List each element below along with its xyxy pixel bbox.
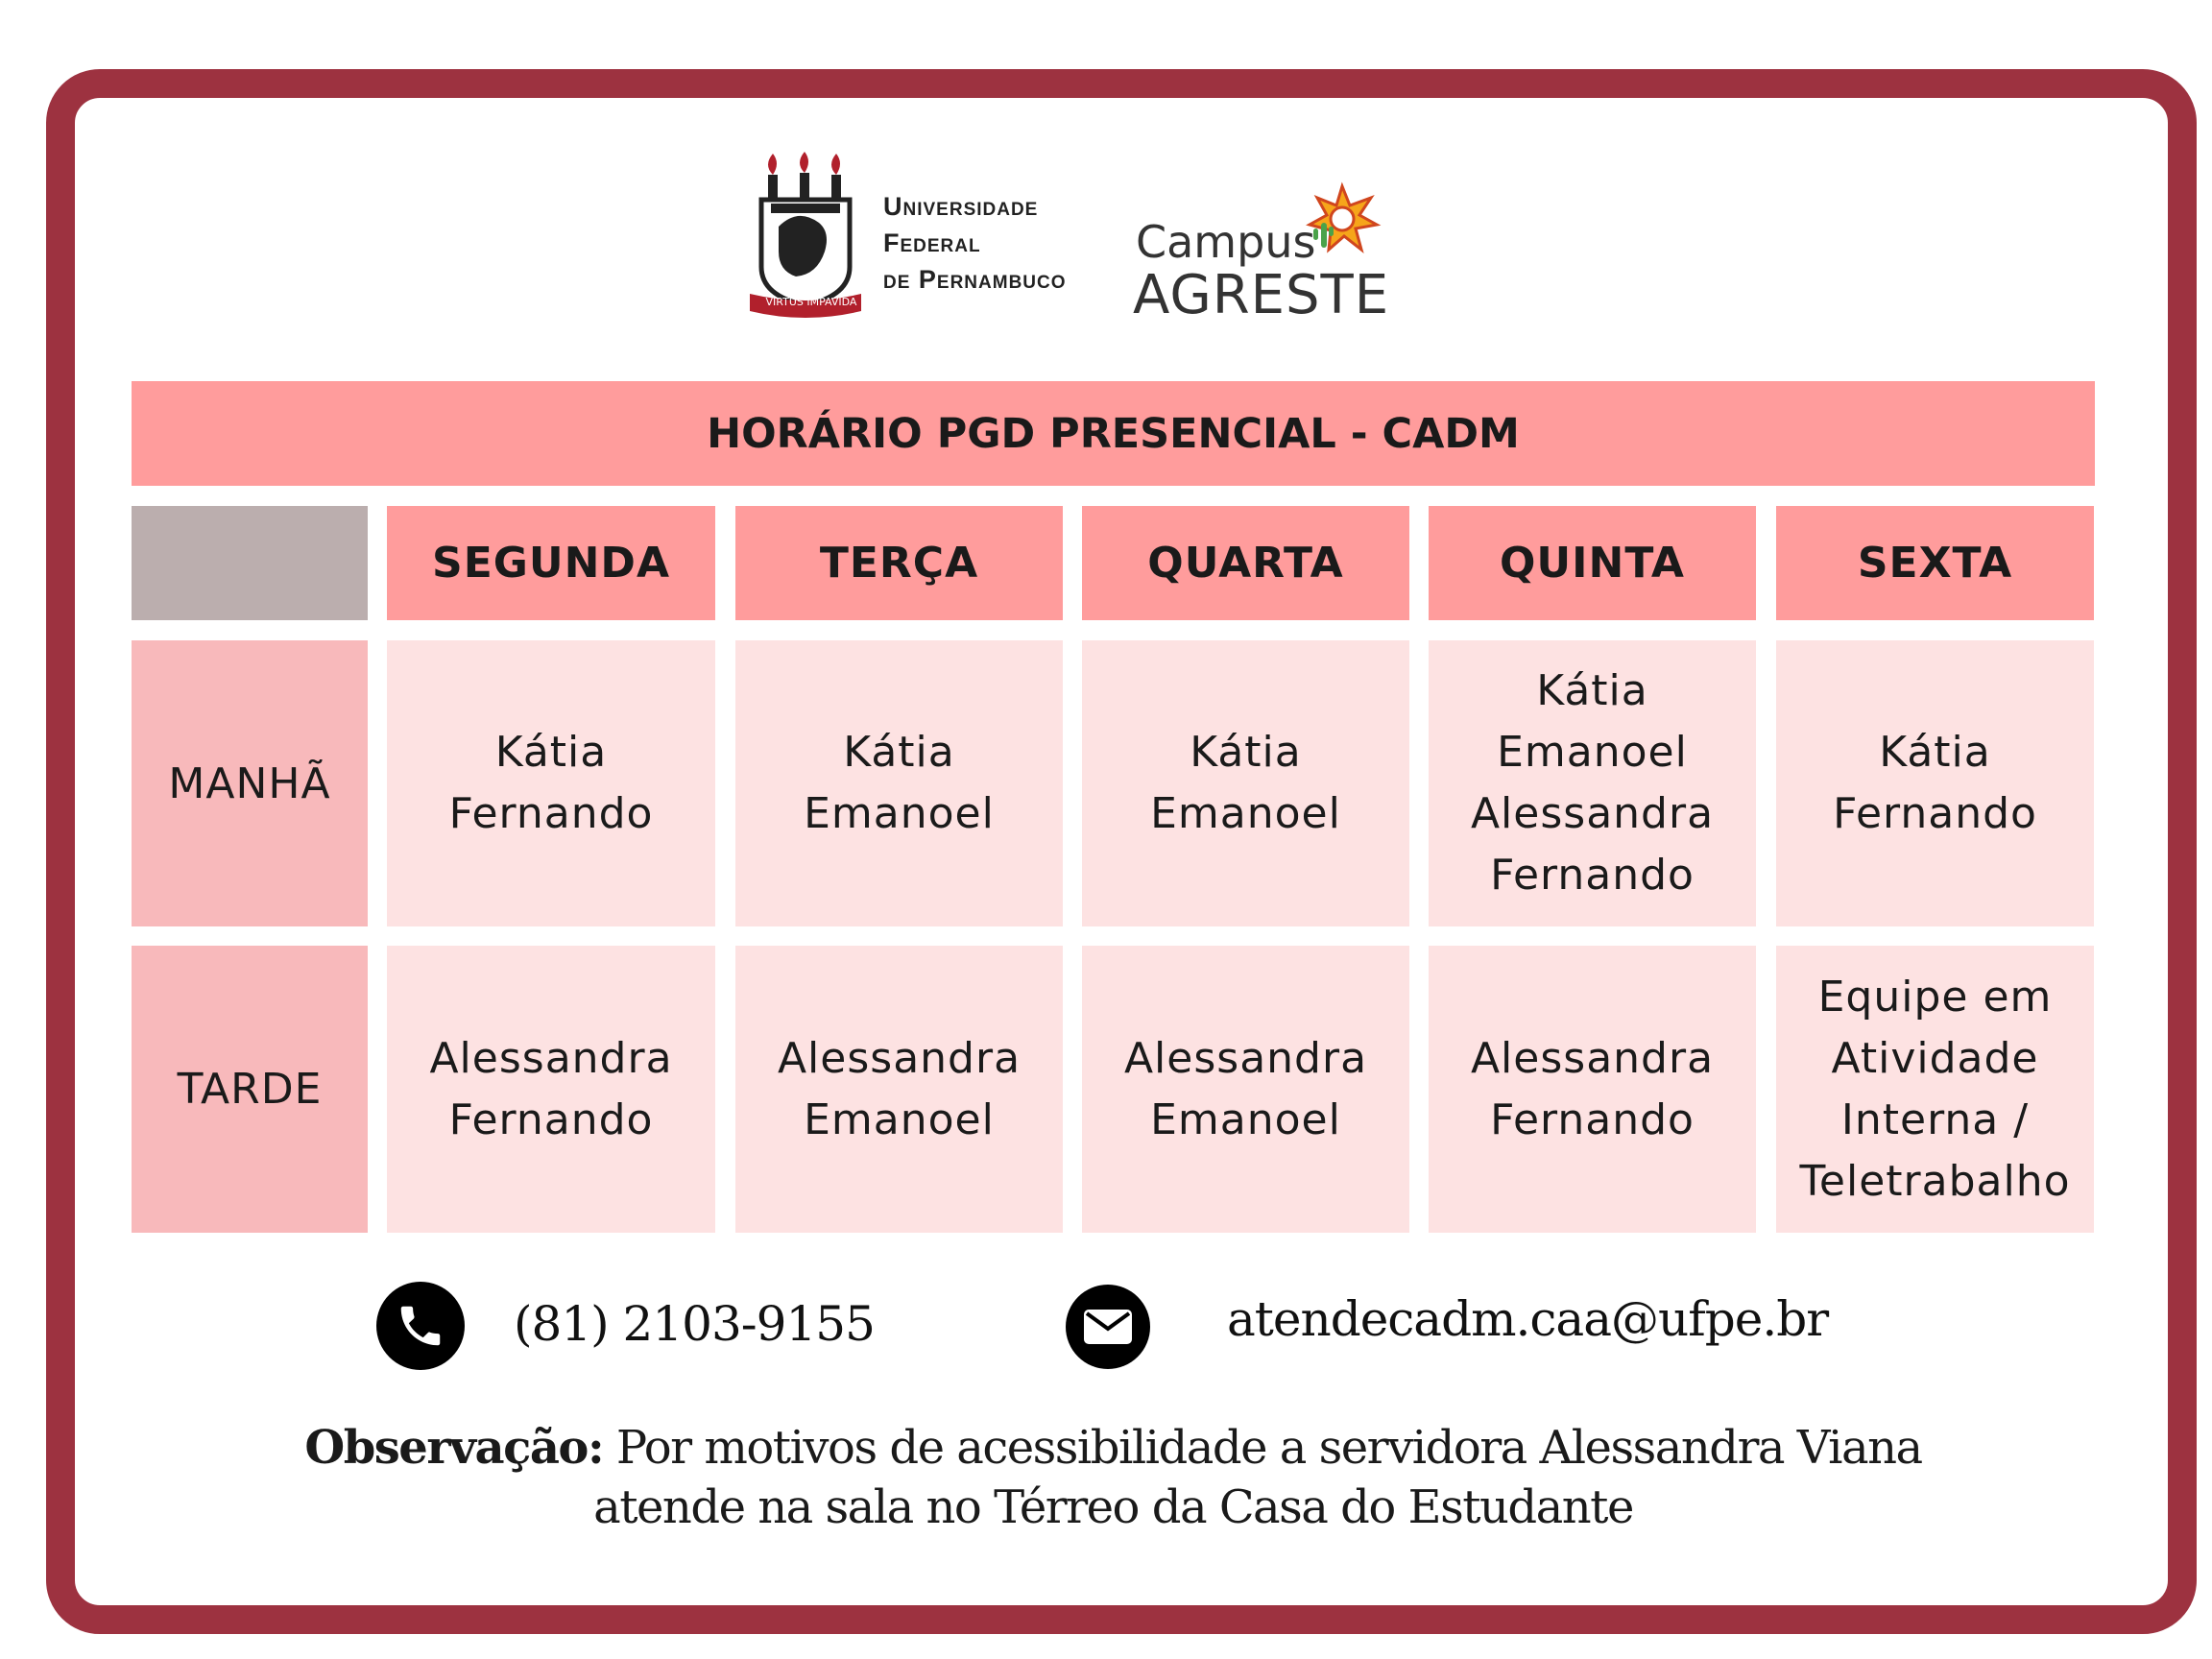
cell-name: Alessandra [429,1033,673,1083]
cell-name: Equipe em [1817,972,2053,1022]
table-corner-cell [132,506,368,620]
cell-name: Interna / [1840,1094,2030,1144]
ufpe-name-line2: Federal [883,228,981,257]
table-cell [387,640,715,926]
cell-name: Teletrabalho [1799,1156,2071,1206]
cell-name: Kátia [1879,728,1991,777]
cell-name: Kátia [1190,728,1302,777]
cell-name: Emanoel [1497,728,1688,777]
cell-name: Kátia [843,728,955,777]
column-header-segunda: SEGUNDA [387,506,715,620]
row-label-manha: MANHÃ [132,640,368,926]
envelope-icon [1066,1285,1150,1369]
column-header-quarta: QUARTA [1082,506,1409,620]
cell-name: Fernando [1833,789,2037,838]
column-header-quinta: QUINTA [1429,506,1756,620]
cell-name: Alessandra [777,1033,1022,1083]
cell-name: Alessandra [1123,1033,1368,1083]
ufpe-name-line1: Universidade [883,192,1039,221]
table-cell [1776,640,2094,926]
cell-name: Alessandra [1470,1033,1715,1083]
ufpe-name [883,188,1114,298]
cell-name: Emanoel [1150,789,1341,838]
agreste-word: AGRESTE [1133,264,1390,326]
cell-name: Kátia [1536,666,1648,715]
row-label-tarde: TARDE [132,946,368,1233]
cell-name: Alessandra [1470,789,1715,838]
column-header-terca: TERÇA [735,506,1063,620]
table-cell [735,946,1063,1233]
cell-name: Fernando [1490,1094,1695,1144]
campus-word: Campus [1136,216,1316,268]
cell-name: Atividade [1831,1033,2039,1083]
observation-label: Observação: [304,1421,604,1475]
table-cell [735,640,1063,926]
cell-name: Fernando [1490,851,1695,900]
observation-line1 [132,1418,2095,1478]
schedule-title: HORÁRIO PGD PRESENCIAL - CADM [132,381,2095,486]
table-cell [1082,946,1409,1233]
column-header-sexta: SEXTA [1776,506,2094,620]
phone-number[interactable]: (81) 2103-9155 [514,1296,875,1352]
table-cell [1082,640,1409,926]
cell-name: Fernando [448,789,654,838]
ufpe-name-line3: de Pernambuco [883,265,1067,294]
observation-note [132,1418,2095,1537]
table-cell [387,946,715,1233]
cell-name: Emanoel [804,789,995,838]
email-link[interactable]: atendecadm.caa@ufpe.br [1227,1291,1829,1347]
table-cell [1776,946,2094,1233]
observation-text-line2: atende na sala no Térreo da Casa do Estudante [593,1480,1633,1534]
ufpe-motto: VIRTUS IMPAVIDA [765,296,857,308]
phone-icon [376,1282,465,1370]
cell-name: Fernando [448,1094,654,1144]
cell-name: Emanoel [804,1094,995,1144]
table-cell [1429,946,1756,1233]
observation-text-line1: Por motivos de acessibilidade a servidora Alessandra Viana [615,1421,1922,1475]
table-cell [1429,640,1756,926]
cell-name: Emanoel [1150,1094,1341,1144]
cell-name: Kátia [494,728,608,777]
